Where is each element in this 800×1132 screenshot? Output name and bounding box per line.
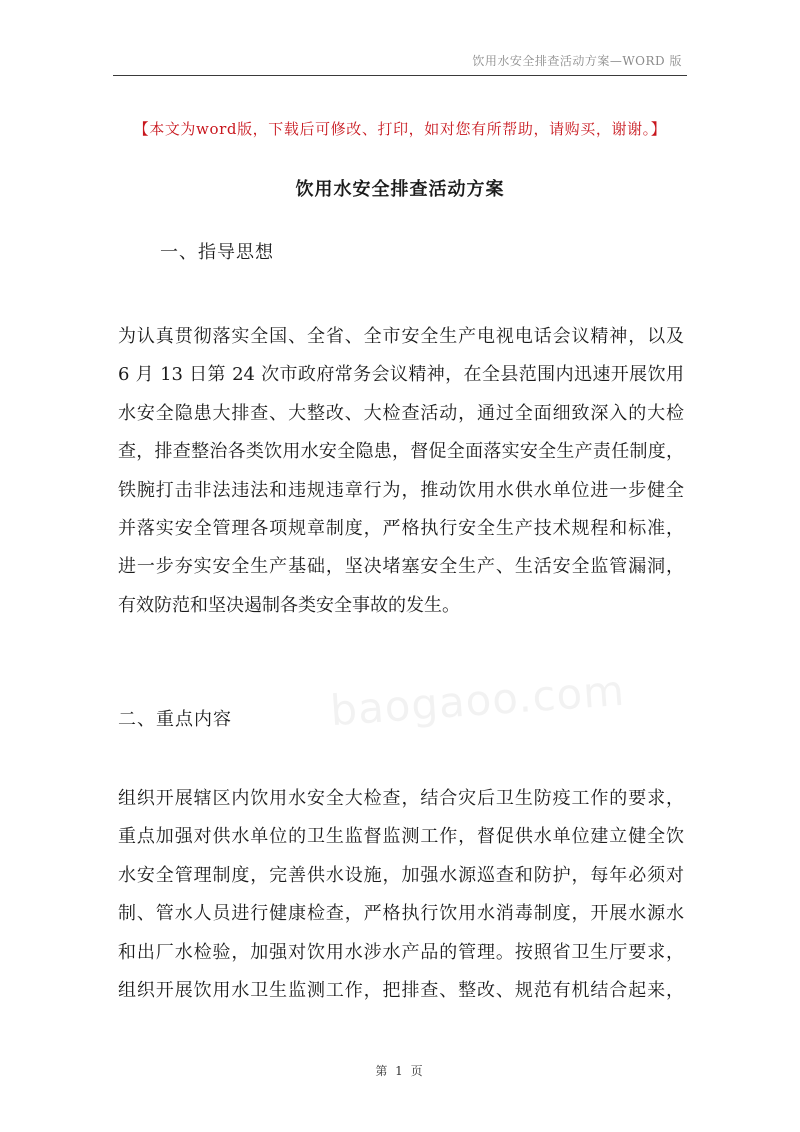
paragraph-line: 为认真贯彻落实全国、全省、全市安全生产电视电话会议精神，以及 xyxy=(118,326,684,347)
section-heading-key-content: 二、重点内容 xyxy=(118,709,232,730)
paragraph-line: 重点加强对供水单位的卫生监督监测工作，督促供水单位建立健全饮 xyxy=(118,826,684,848)
paragraph-line: 6 月 13 日第 24 次市政府常务会议精神，在全县范围内迅速开展饮用 xyxy=(118,364,684,386)
paragraph-line: 进一步夯实安全生产基础，坚决堵塞安全生产、生活安全监管漏洞， xyxy=(118,556,684,578)
paragraph-line: 组织开展饮用水卫生监测工作，把排查、整改、规范有机结合起来， xyxy=(118,979,684,1001)
header-divider xyxy=(113,75,687,76)
paragraph-line: 查，排查整治各类饮用水安全隐患，督促全面落实安全生产责任制度， xyxy=(118,441,684,463)
running-header: 饮用水安全排查活动方案—WORD 版 xyxy=(472,54,682,68)
paragraph-line: 制、管水人员进行健康检查，严格执行饮用水消毒制度，开展水源水 xyxy=(118,903,684,925)
paragraph-line: 水安全管理制度，完善供水设施，加强水源巡查和防护，每年必须对 xyxy=(118,864,684,886)
paragraph-line: 组织开展辖区内饮用水安全大检查，结合灾后卫生防疫工作的要求， xyxy=(118,788,684,809)
paragraph-line: 和出厂水检验，加强对饮用水涉水产品的管理。按照省卫生厅要求， xyxy=(118,941,684,963)
paragraph-line: 并落实安全管理各项规章制度，严格执行安全生产技术规程和标准， xyxy=(118,517,684,539)
paragraph-line: 铁腕打击非法违法和违规违章行为，推动饮用水供水单位进一步健全 xyxy=(118,479,684,501)
section-heading-guiding-ideology: 一、指导思想 xyxy=(160,242,274,263)
purchase-notice: 【本文为word版，下载后可修改、打印，如对您有所帮助，请购买，谢谢。】 xyxy=(133,120,667,138)
paragraph-line: 有效防范和坚决遏制各类安全事故的发生。 xyxy=(118,594,460,616)
watermark: baogaoo.com xyxy=(328,665,627,736)
paragraph-guiding-ideology xyxy=(118,318,684,625)
paragraph-line: 水安全隐患大排查、大整改、大检查活动，通过全面细致深入的大检 xyxy=(118,402,684,424)
page-number: 第 1 页 xyxy=(375,1064,425,1078)
paragraph-key-content xyxy=(118,780,684,1010)
document-title: 饮用水安全排查活动方案 xyxy=(295,179,505,200)
